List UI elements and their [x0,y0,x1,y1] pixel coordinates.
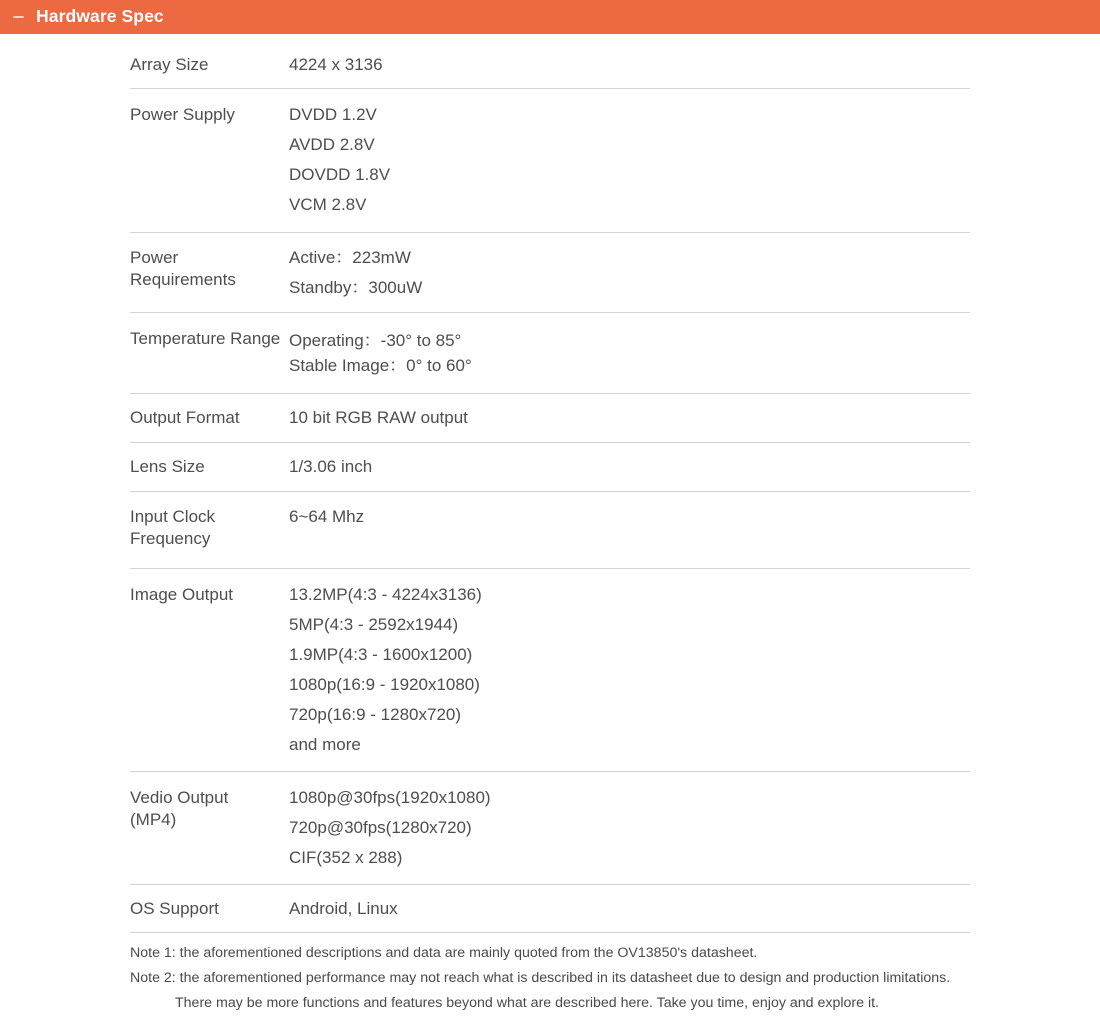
spec-value-cell [289,443,970,492]
spec-value-cell [289,569,970,772]
spec-value-cell [289,233,970,313]
spec-label-cell [130,34,289,89]
footnotes [0,933,1100,1016]
spec-value-line: 1.9MP(4:3 - 1600x1200) [289,645,473,664]
spec-label-line: Output Format [130,408,240,427]
spec-label-line: OS Support [130,899,219,918]
spec-label-line: Image Output [130,585,234,604]
spec-label-cell [130,89,289,233]
spec-value-line: VCM 2.8V [289,195,367,214]
spec-value-line: Android, Linux [289,899,398,918]
spec-label-line: Array Size [130,55,209,74]
spec-label-line: Temperature Range [130,329,281,348]
spec-value-line: Active：223mW [289,248,411,267]
spec-label-line: (MP4) [130,810,177,829]
spec-row [130,772,970,885]
spec-value-cell [289,885,970,933]
hardware-spec-table [130,34,970,933]
spec-value-cell [289,394,970,443]
spec-label-cell [130,233,289,313]
spec-label-line: Input Clock [130,507,216,526]
minus-icon[interactable] [10,0,26,34]
spec-label-cell [130,394,289,443]
spec-value-line: 13.2MP(4:3 - 4224x3136) [289,585,482,604]
spec-value-line: AVDD 2.8V [289,135,375,154]
spec-label-line: Frequency [130,529,211,548]
spec-row [130,34,970,89]
spec-row [130,313,970,394]
spec-value-line: 1/3.06 inch [289,457,373,476]
spec-value-line: Standby：300uW [289,278,423,297]
footnote-line: There may be more functions and features beyond what are described here. Take you time, enjoy and explore it. [175,995,879,1011]
spec-row [130,394,970,443]
page-title: Hardware Spec [36,6,164,27]
spec-value-line: 4224 x 3136 [289,55,383,74]
spec-label-line: Power Supply [130,105,235,124]
footnote-line: Note 2: the aforementioned performance may not reach what is described in its datasheet due to design and production limitations. [130,970,951,986]
spec-label-cell [130,443,289,492]
hardware-spec-header[interactable] [0,0,1100,34]
spec-table-container [0,34,1100,933]
footnotes-body [130,941,970,1016]
footnote-line: Note 1: the aforementioned descriptions and data are mainly quoted from the OV13850's datasheet. [130,945,758,961]
spec-value-cell [289,772,970,885]
spec-value-cell [289,492,970,569]
spec-value-cell [289,34,970,89]
spec-value-line: 1080p@30fps(1920x1080) [289,788,491,807]
spec-table-body [130,34,970,933]
spec-value-line: Operating：-30° to 85° [289,331,462,350]
spec-label-cell [130,313,289,394]
spec-value-line: DVDD 1.2V [289,105,377,124]
spec-row [130,492,970,569]
spec-value-line: 720p@30fps(1280x720) [289,818,472,837]
spec-value-line: 720p(16:9 - 1280x720) [289,705,462,724]
spec-label-line: Vedio Output [130,788,229,807]
spec-row [130,89,970,233]
spec-value-line: DOVDD 1.8V [289,165,391,184]
minus-icon-bar [13,16,24,19]
spec-value-line: 5MP(4:3 - 2592x1944) [289,615,459,634]
spec-row [130,233,970,313]
spec-value-line: 1080p(16:9 - 1920x1080) [289,675,480,694]
spec-label-line: Lens Size [130,457,205,476]
spec-value-line: CIF(352 x 288) [289,848,403,867]
spec-label-line: Requirements [130,270,236,289]
spec-value-line: and more [289,735,361,754]
spec-row [130,569,970,772]
spec-label-cell [130,492,289,569]
spec-value-cell [289,313,970,394]
spec-label-cell [130,772,289,885]
spec-value-line: 6~64 Mhz [289,507,365,526]
spec-value-line: 10 bit RGB RAW output [289,408,468,427]
spec-row [130,443,970,492]
spec-value-line: Stable Image：0° to 60° [289,356,472,375]
spec-value-cell [289,89,970,233]
spec-label-cell [130,885,289,933]
spec-row [130,885,970,933]
spec-label-cell [130,569,289,772]
spec-label-line: Power [130,248,179,267]
